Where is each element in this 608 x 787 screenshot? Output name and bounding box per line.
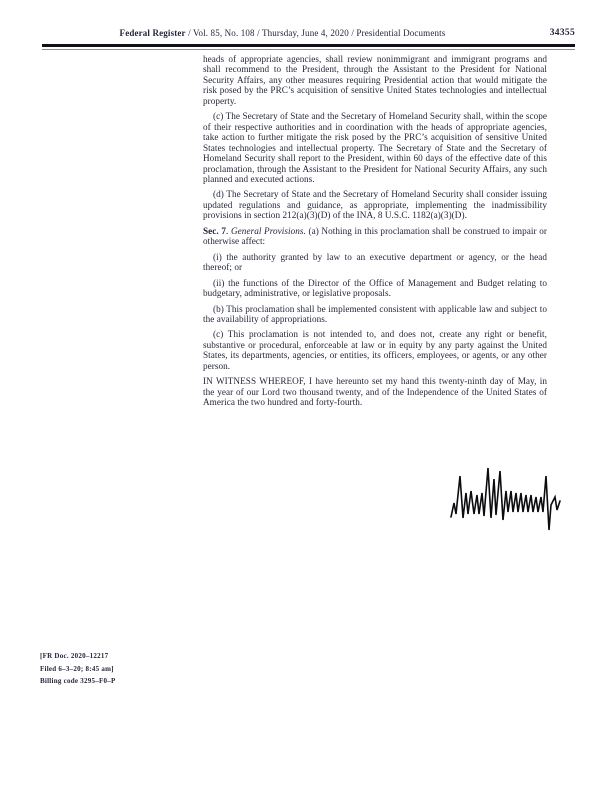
paragraph-sec6-c [203, 111, 547, 184]
text-segment: (c) The Secretary of State and the Secretary of Homeland Security shall, within the scope of their respective authorities and in coordination with the heads of appropriate agencies, take action to further mitigate the risk posed by the PRC’s acquisition of sensitive United States technologies and intellectual property. The Secretary of State and the Secretary of Homeland Security shall report to the President, within 60 days of the effective date of this proclamation, through the Assistant to the President for National Security Affairs, any such planned and executed actions. [203, 111, 547, 184]
journal-name: Federal Register [119, 28, 186, 38]
text-segment: heads of appropriate agencies, shall review nonimmigrant and immigrant programs and shall recommend to the President, through the Assistant to the President for National Security Affairs, any other measures requiring Presidential action that would mitigate the risk posed by the PRC’s acquisition of sensitive United States technologies and intellectual property. [203, 54, 547, 106]
paragraph-continuation [203, 54, 547, 106]
fr-doc-number: [FR Doc. 2020–12217 [40, 652, 109, 660]
filed-date: Filed 6–3–20; 8:45 am] [40, 664, 114, 673]
paragraph-sec7-a-ii [203, 278, 547, 299]
text-segment: . [226, 225, 231, 236]
signature-image [449, 463, 569, 535]
text-segment: (d) The Secretary of State and the Secretary of Homeland Security shall consider issuing updated regulations and guidance, as appropriate, implementing the inadmissibility provisions in section 212(a)(3)(D) of the INA, 8 U.S.C. 1182(a)(3)(D). [203, 189, 547, 221]
issue-info: / Vol. 85, No. 108 / Thursday, June 4, 2020 / Presidential Documents [185, 28, 446, 38]
text-segment: (i) the authority granted by law to an executive department or agency, or the head thereof; or [203, 251, 547, 273]
page-number: 34355 [549, 28, 575, 38]
paragraph-witness-clause [203, 376, 547, 407]
header-title [42, 28, 523, 38]
text-segment: IN WITNESS WHEREOF, I have hereunto set my hand this twenty-ninth day of May, in the year of our Lord two thousand twenty, and of the Independence of the United States of America the two hundred and forty-fourth. [203, 376, 547, 408]
paragraph-sec7-c [203, 329, 547, 371]
section-title: General Provisions. [230, 225, 306, 236]
text-segment: (c) This proclamation is not intended to, and does not, create any right or benefit, substantive or procedural, enforceable at law or in equity by any party against the United States, its departments, agencies, or entities, its officers, employees, or agents, or any other person. [203, 329, 547, 371]
text-segment: (a) Nothing in this proclamation shall be construed to impair or otherwise affect: [203, 225, 547, 247]
paragraph-sec7-b [203, 304, 547, 325]
filing-footer [40, 650, 116, 688]
billing-code: Billing code 3295–F0–P [40, 677, 116, 686]
header-rule-thin [42, 49, 575, 50]
text-segment: (ii) the functions of the Director of the Office of Management and Budget relating to budgetary, administrative, or legislative proposals. [203, 277, 547, 299]
text-segment: (b) This proclamation shall be implemented consistent with applicable law and subject to the availability of appropriations. [203, 303, 547, 324]
paragraph-sec7-a-i [203, 252, 547, 273]
page-header [42, 28, 575, 40]
document-body [203, 54, 547, 413]
section-number: Sec. 7 [203, 225, 227, 236]
paragraph-sec6-d [203, 189, 547, 220]
paragraph-sec7 [203, 226, 547, 247]
header-rule-thick [42, 44, 575, 47]
presidential-signature [449, 463, 569, 535]
